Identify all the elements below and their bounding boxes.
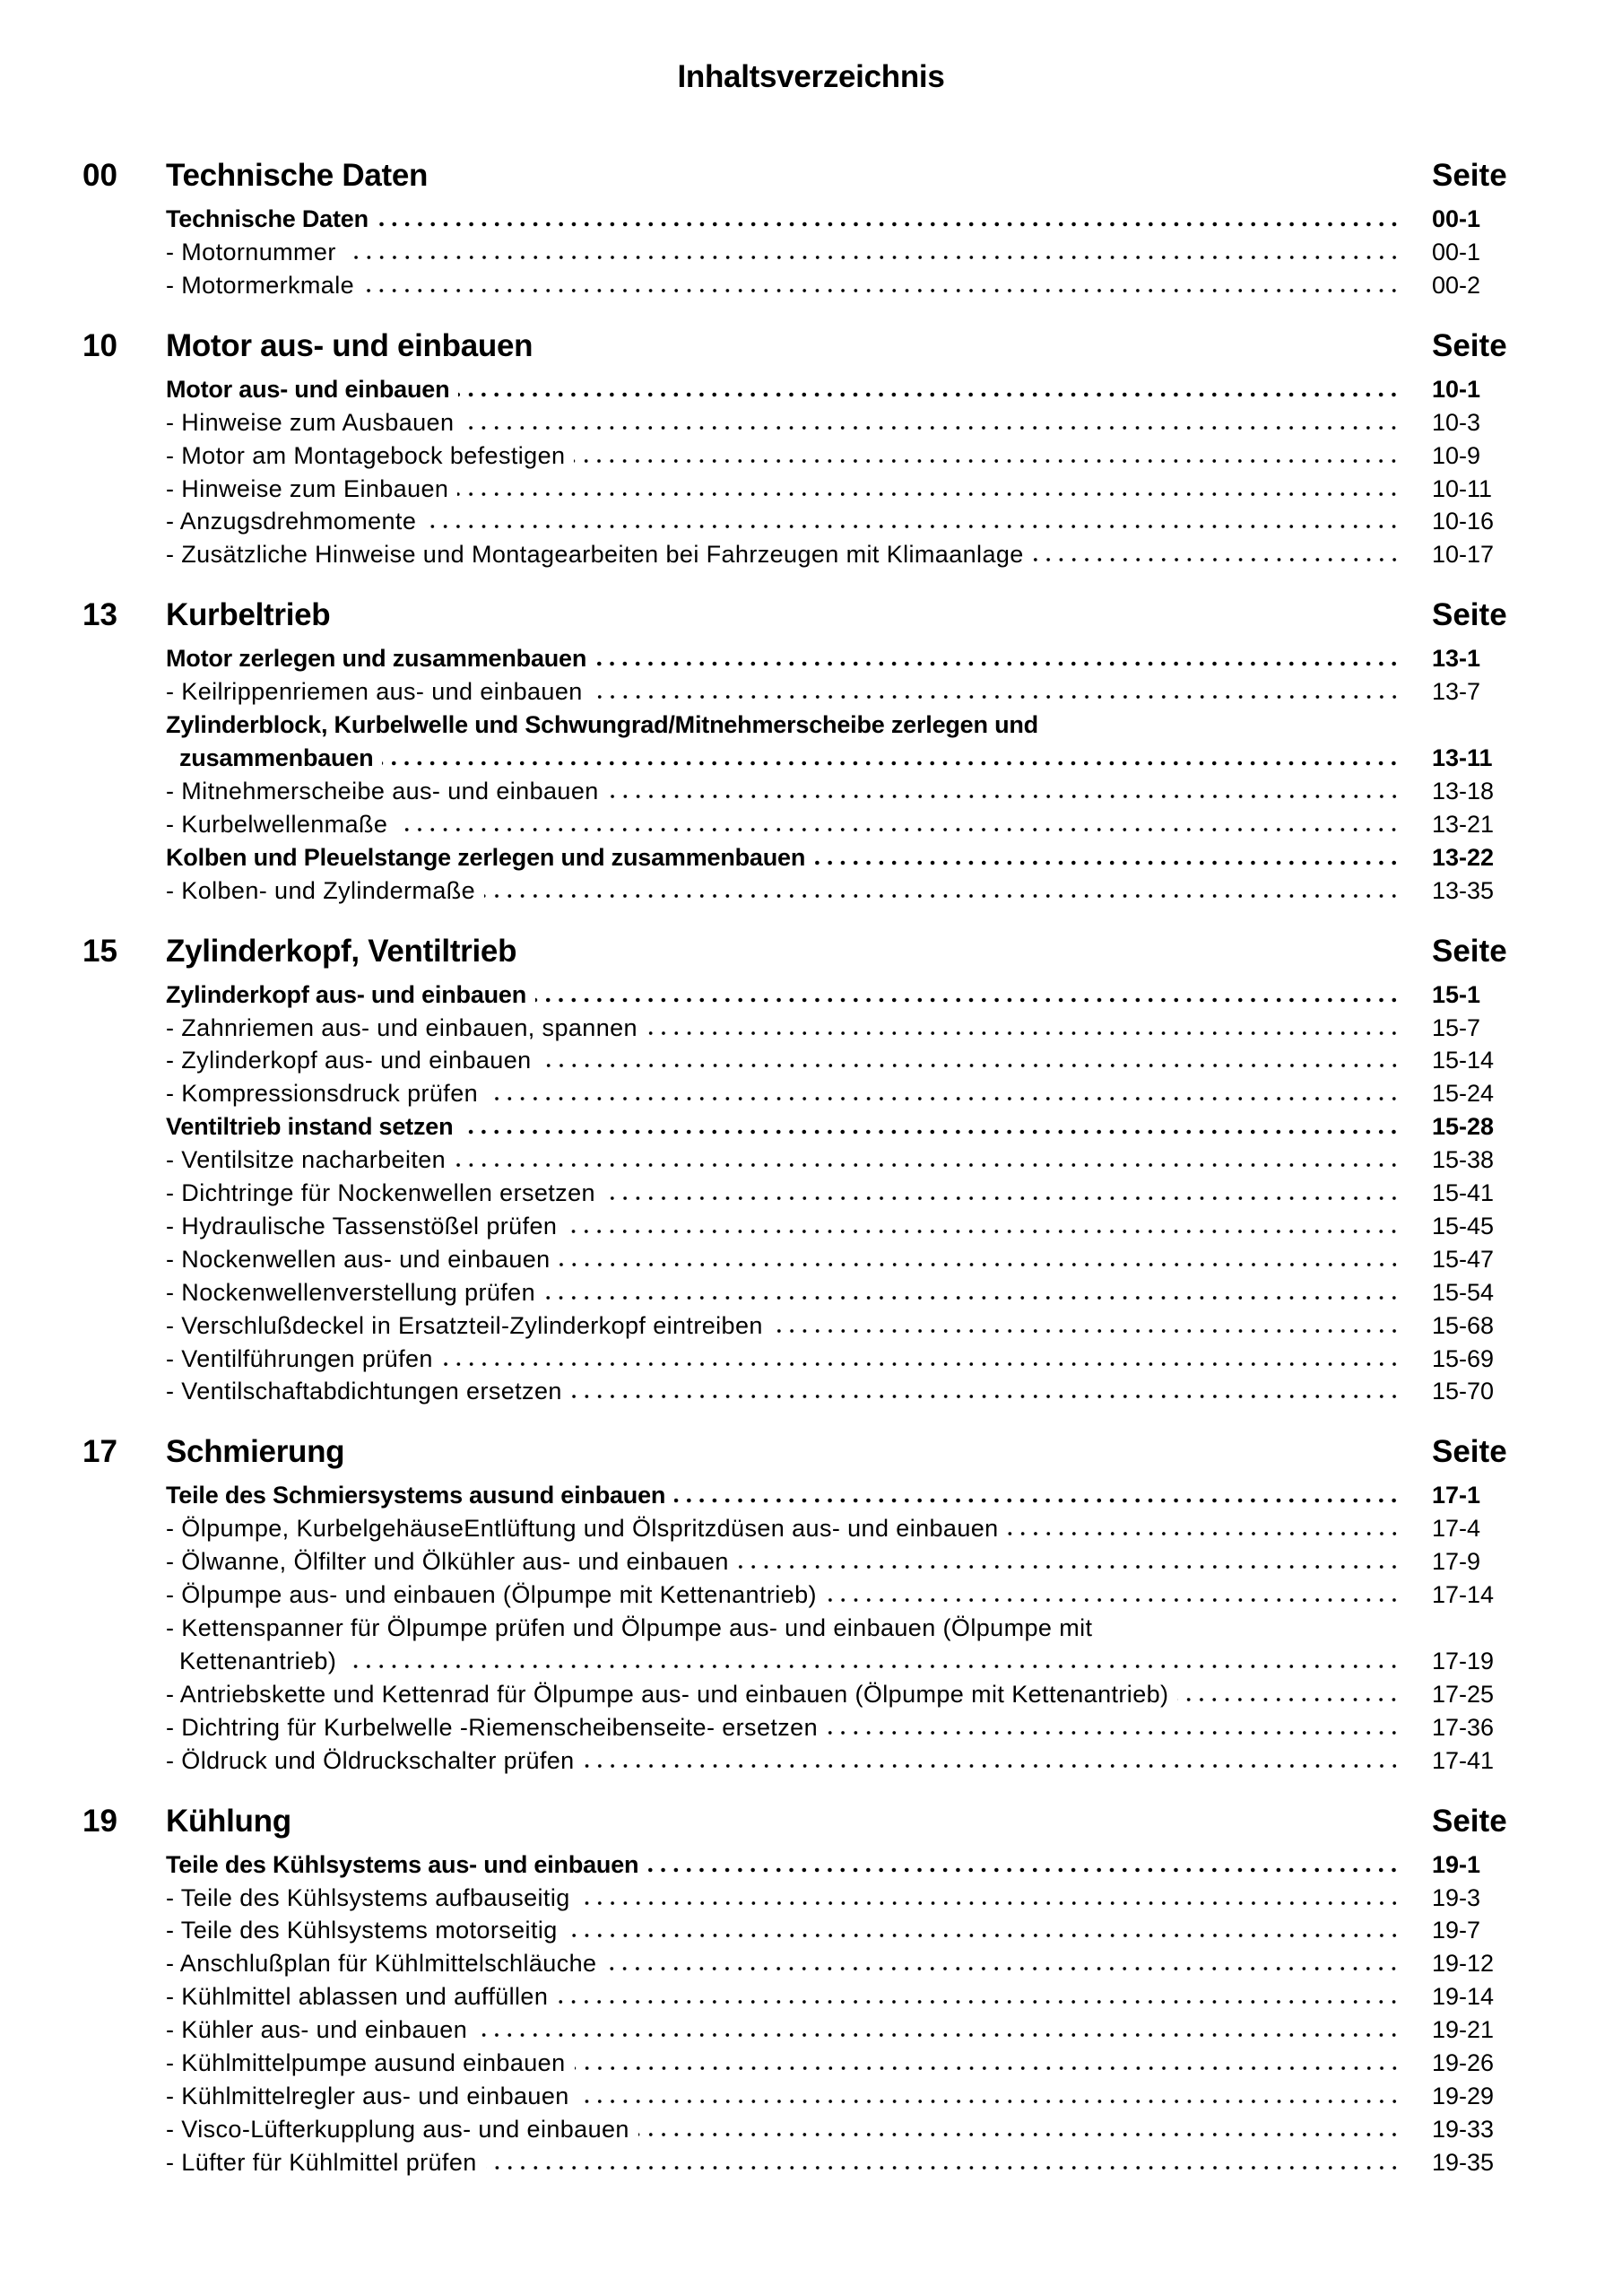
- toc-entry-text[interactable]: - Visco-Lüfterkupplung aus- und einbauen: [166, 2115, 629, 2143]
- toc-entry[interactable]: [166, 1915, 1538, 1945]
- section-number: 19: [82, 1803, 117, 1839]
- toc-entry-text[interactable]: - Anzugsdrehmomente: [166, 508, 417, 535]
- toc-entry-page[interactable]: 17-41: [1432, 1746, 1495, 1774]
- dot-leader: [772, 1328, 1401, 1334]
- section-title[interactable]: Zylinderkopf, Ventiltrieb: [166, 933, 517, 969]
- dot-leader: [608, 794, 1401, 799]
- toc-entry-text[interactable]: - Ventilschaftabdichtungen ersetzen: [166, 1378, 562, 1405]
- toc-entry-text[interactable]: - Ölwanne, Ölfilter und Ölkühler aus- und einbauen: [166, 1548, 729, 1576]
- section-number: 15: [82, 933, 117, 969]
- toc-entry-page[interactable]: 17-36: [1432, 1713, 1495, 1741]
- toc-entry[interactable]: [166, 1078, 1538, 1109]
- toc-entry[interactable]: [166, 1883, 1538, 1913]
- toc-entry[interactable]: [166, 1045, 1538, 1075]
- dot-leader: [559, 1262, 1401, 1267]
- toc-entry[interactable]: [166, 1013, 1538, 1043]
- toc-entry-page[interactable]: 13-35: [1432, 876, 1495, 904]
- toc-entry[interactable]: [166, 1376, 1538, 1406]
- toc-entry-text[interactable]: - Hydraulische Tassenstößel prüfen: [166, 1212, 558, 1239]
- toc-entry-page[interactable]: 19-21: [1432, 2016, 1495, 2044]
- section-title[interactable]: Schmierung: [166, 1434, 345, 1470]
- section-number: 13: [82, 597, 117, 633]
- toc-entry-page[interactable]: 13-18: [1432, 777, 1495, 804]
- toc-entry-text[interactable]: Kolben und Pleuelstange zerlegen und zusammenbauen: [166, 843, 806, 871]
- page-column-label: Seite: [1432, 158, 1507, 193]
- toc-entry-text-continued[interactable]: Kettenantrieb): [179, 1647, 337, 1674]
- toc-entry-text[interactable]: Motor zerlegen und zusammenbauen: [166, 645, 587, 673]
- dot-leader: [567, 1933, 1401, 1938]
- toc-entry-page[interactable]: 19-14: [1432, 1983, 1495, 2011]
- toc-entry-page[interactable]: 17-19: [1432, 1647, 1495, 1674]
- toc-entry-page[interactable]: 15-54: [1432, 1278, 1495, 1306]
- toc-entry-text[interactable]: Technische Daten: [166, 205, 369, 232]
- toc-entry[interactable]: [166, 776, 1538, 806]
- toc-entry-page[interactable]: 15-69: [1432, 1344, 1495, 1372]
- toc-entry-text[interactable]: - Zusätzliche Hinweise und Montagearbeiten bei Fahrzeugen mit Klimaanlage: [166, 541, 1024, 569]
- toc-entry-page[interactable]: 17-14: [1432, 1581, 1495, 1609]
- toc-entry-page[interactable]: 19-29: [1432, 2082, 1495, 2109]
- section-number: 10: [82, 327, 117, 363]
- toc-entry-page[interactable]: 19-33: [1432, 2115, 1495, 2143]
- toc-entry-text[interactable]: Zylinderblock, Kurbelwelle und Schwungrad/Mitnehmerscheibe zerlegen und: [166, 711, 1038, 739]
- toc-entry-text[interactable]: - Motornummer: [166, 238, 336, 265]
- toc-entry-page[interactable]: 10-11: [1432, 474, 1493, 502]
- toc-entry[interactable]: [166, 1646, 1538, 1676]
- toc-entry-text[interactable]: - Ventilführungen prüfen: [166, 1344, 433, 1372]
- dot-leader: [345, 255, 1401, 260]
- toc-entry-text[interactable]: - Kühler aus- und einbauen: [166, 2016, 468, 2044]
- toc-entry[interactable]: [166, 440, 1538, 471]
- dot-leader: [826, 1597, 1401, 1603]
- toc-entry[interactable]: [166, 643, 1538, 674]
- toc-entry[interactable]: [166, 407, 1538, 438]
- toc-entry[interactable]: [166, 374, 1538, 404]
- dot-leader: [814, 860, 1401, 865]
- toc-entry[interactable]: [166, 2081, 1538, 2111]
- toc-entry[interactable]: [166, 809, 1538, 839]
- dot-leader: [1033, 557, 1401, 562]
- toc-entry-text[interactable]: - Antriebskette und Kettenrad für Ölpumpe aus- und einbauen (Ölpumpe mit Kettenantrieb): [166, 1680, 1169, 1708]
- toc-entry-page[interactable]: 13-22: [1432, 843, 1495, 871]
- toc-entry[interactable]: [166, 1480, 1538, 1510]
- toc-entry-page[interactable]: 19-7: [1432, 1917, 1481, 1944]
- toc-entry[interactable]: [166, 1111, 1538, 1142]
- dot-leader: [575, 2066, 1401, 2071]
- toc-entry-text[interactable]: - Verschlußdeckel in Ersatzteil-Zylinderkopf eintreiben: [166, 1311, 763, 1339]
- toc-entry-text[interactable]: - Kompressionsdruck prüfen: [166, 1080, 479, 1108]
- toc-entry[interactable]: [166, 2048, 1538, 2078]
- toc-entry-text[interactable]: - Motor am Montagebock befestigen: [166, 441, 566, 469]
- toc-entry-text[interactable]: - Ölpumpe, KurbelgehäuseEntlüftung und Ölspritzdüsen aus- und einbauen: [166, 1515, 999, 1543]
- toc-entry-page[interactable]: 19-12: [1432, 1950, 1495, 1978]
- toc-entry-text[interactable]: - Teile des Kühlsystems motorseitig: [166, 1917, 558, 1944]
- toc-entry[interactable]: [166, 1679, 1538, 1709]
- dot-leader: [486, 2165, 1401, 2170]
- dot-leader: [574, 458, 1401, 464]
- dot-leader: [592, 694, 1401, 700]
- section-title[interactable]: Technische Daten: [166, 158, 429, 193]
- toc-entry-text[interactable]: - Kettenspanner für Ölpumpe prüfen und Ölpumpe aus- und einbauen (Ölpumpe mit: [166, 1614, 1093, 1641]
- toc-entry-text[interactable]: - Motormerkmale: [166, 271, 355, 299]
- toc-entry-text[interactable]: - Dichtring für Kurbelwelle -Riemenscheibenseite- ersetzen: [166, 1713, 819, 1741]
- toc-entry-page[interactable]: 15-7: [1432, 1013, 1481, 1041]
- section-title[interactable]: Kurbeltrieb: [166, 597, 331, 633]
- toc-entry-page[interactable]: 15-14: [1432, 1047, 1495, 1074]
- toc-entry-page[interactable]: 15-24: [1432, 1080, 1495, 1108]
- page-column-label: Seite: [1432, 933, 1507, 969]
- toc-entry[interactable]: [166, 1277, 1538, 1308]
- section-number: 17: [82, 1434, 117, 1470]
- toc-entry[interactable]: [166, 1546, 1538, 1577]
- dot-leader: [595, 661, 1401, 666]
- toc-entry-page[interactable]: 13-1: [1432, 645, 1481, 673]
- page-column-label: Seite: [1432, 597, 1507, 633]
- toc-entry-page[interactable]: 19-35: [1432, 2148, 1495, 2176]
- toc-entry-page[interactable]: 17-4: [1432, 1515, 1481, 1543]
- dot-leader: [455, 1162, 1401, 1168]
- dot-leader: [544, 1295, 1401, 1300]
- toc-entry[interactable]: [166, 474, 1538, 504]
- toc-entry-text-continued[interactable]: zusammenbauen: [179, 744, 374, 771]
- toc-entry-page[interactable]: 17-1: [1432, 1482, 1481, 1509]
- dot-leader: [425, 524, 1401, 529]
- toc-entry[interactable]: [166, 539, 1538, 570]
- toc-entry-page[interactable]: 10-1: [1432, 375, 1481, 403]
- dot-leader: [604, 1196, 1401, 1201]
- toc-entry[interactable]: [166, 875, 1538, 906]
- toc-entry[interactable]: [166, 204, 1538, 234]
- toc-entry-page[interactable]: 15-38: [1432, 1146, 1495, 1174]
- toc-entry[interactable]: [166, 2114, 1538, 2144]
- toc-entry[interactable]: [166, 676, 1538, 707]
- toc-entry-text[interactable]: - Dichtringe für Nockenwellen ersetzen: [166, 1179, 595, 1206]
- toc-entry-page[interactable]: 13-11: [1432, 744, 1493, 771]
- toc-entry[interactable]: [166, 1144, 1538, 1175]
- toc-entry-text[interactable]: - Nockenwellenverstellung prüfen: [166, 1278, 536, 1306]
- dot-leader: [579, 1900, 1401, 1906]
- dot-leader: [566, 1229, 1401, 1234]
- dot-leader: [462, 1129, 1401, 1135]
- toc-entry-text[interactable]: - Kühlmittelpumpe ausund einbauen: [166, 2049, 566, 2076]
- toc-entry[interactable]: [166, 1244, 1538, 1274]
- toc-entry-text[interactable]: - Kühlmittel ablassen und auffüllen: [166, 1983, 549, 2011]
- toc-entry[interactable]: [166, 743, 1538, 773]
- dot-leader: [638, 2132, 1401, 2137]
- toc-entry-page[interactable]: 10-9: [1432, 441, 1481, 469]
- dot-leader: [382, 761, 1401, 766]
- dot-leader: [487, 1096, 1401, 1101]
- page-column-label: Seite: [1432, 1803, 1507, 1839]
- toc-entry-text[interactable]: - Ölpumpe aus- und einbauen (Ölpumpe mit Kettenantrieb): [166, 1581, 817, 1609]
- dot-leader: [1008, 1531, 1401, 1536]
- toc-entry[interactable]: [166, 1579, 1538, 1610]
- toc-entry-page[interactable]: 15-45: [1432, 1212, 1495, 1239]
- toc-entry-line[interactable]: [166, 1613, 1538, 1643]
- toc-entry-page[interactable]: 19-3: [1432, 1883, 1481, 1911]
- toc-entry-page[interactable]: 17-25: [1432, 1680, 1495, 1708]
- toc-entry[interactable]: [166, 1849, 1538, 1880]
- toc-entry-text[interactable]: - Teile des Kühlsystems aufbauseitig: [166, 1883, 570, 1911]
- toc-entry-text[interactable]: Zylinderkopf aus- und einbauen: [166, 980, 527, 1008]
- toc-entry-page[interactable]: 10-17: [1432, 541, 1495, 569]
- toc-entry-page[interactable]: 15-41: [1432, 1179, 1495, 1206]
- dot-leader: [571, 1394, 1401, 1399]
- toc-entry-text[interactable]: Motor aus- und einbauen: [166, 375, 450, 403]
- toc-entry[interactable]: [166, 1211, 1538, 1241]
- toc-entry-text[interactable]: - Lüfter für Kühlmittel prüfen: [166, 2148, 477, 2176]
- dot-leader: [442, 1361, 1401, 1367]
- toc-entry-line[interactable]: [166, 709, 1538, 740]
- toc-entry-page[interactable]: 15-47: [1432, 1245, 1495, 1273]
- toc-entry-text[interactable]: - Mitnehmerscheibe aus- und einbauen: [166, 777, 599, 804]
- dot-leader: [457, 491, 1401, 497]
- toc-entry-text[interactable]: - Zylinderkopf aus- und einbauen: [166, 1047, 532, 1074]
- dot-leader: [345, 1664, 1401, 1669]
- dot-leader: [541, 1063, 1401, 1068]
- toc-entry-text[interactable]: - Keilrippenriemen aus- und einbauen: [166, 678, 583, 706]
- toc-entry[interactable]: [166, 1344, 1538, 1374]
- toc-entry-text[interactable]: - Nockenwellen aus- und einbauen: [166, 1245, 551, 1273]
- toc-entry-page[interactable]: 00-1: [1432, 238, 1481, 265]
- toc-entry[interactable]: [166, 1745, 1538, 1776]
- dot-leader: [578, 2099, 1401, 2104]
- toc-entry-page[interactable]: 13-7: [1432, 678, 1481, 706]
- toc-entry-page[interactable]: 00-1: [1432, 205, 1481, 232]
- toc-entry-page[interactable]: 19-26: [1432, 2049, 1495, 2076]
- toc-entry-text[interactable]: - Ventilsitze nacharbeiten: [166, 1146, 447, 1174]
- toc-entry-text[interactable]: - Anschlußplan für Kühlmittelschläuche: [166, 1950, 597, 1978]
- dot-leader: [674, 1498, 1401, 1503]
- toc-entry-page[interactable]: 00-2: [1432, 271, 1481, 299]
- dot-leader: [557, 1999, 1401, 2005]
- page-column-label: Seite: [1432, 327, 1507, 363]
- toc-entry-page[interactable]: 19-1: [1432, 1850, 1481, 1878]
- toc-entry-page[interactable]: 17-9: [1432, 1548, 1481, 1576]
- document-title: Inhaltsverzeichnis: [677, 59, 945, 94]
- toc-entry-text[interactable]: Teile des Schmiersystems ausund einbauen: [166, 1482, 666, 1509]
- dot-leader: [463, 425, 1401, 430]
- toc-entry-page[interactable]: 15-68: [1432, 1311, 1495, 1339]
- dot-leader: [458, 392, 1401, 397]
- dot-leader: [535, 997, 1401, 1003]
- toc-entry-text[interactable]: - Kolben- und Zylindermaße: [166, 876, 476, 904]
- section-number: 00: [82, 158, 117, 193]
- toc-entry[interactable]: [166, 237, 1538, 267]
- toc-entry-text[interactable]: - Hinweise zum Ausbauen: [166, 408, 455, 436]
- toc-entry-text[interactable]: - Kurbelwellenmaße: [166, 810, 388, 838]
- dot-leader: [484, 893, 1401, 899]
- toc-entry[interactable]: [166, 1178, 1538, 1208]
- toc-entry[interactable]: [166, 1513, 1538, 1544]
- toc-entry[interactable]: [166, 1712, 1538, 1743]
- toc-entry-page[interactable]: 10-16: [1432, 508, 1495, 535]
- dot-leader: [605, 1966, 1401, 1971]
- dot-leader: [377, 222, 1401, 227]
- toc-entry[interactable]: [166, 2014, 1538, 2045]
- toc-entry[interactable]: [166, 842, 1538, 873]
- dot-leader: [1177, 1697, 1401, 1702]
- toc-entry-text[interactable]: - Kühlmittelregler aus- und einbauen: [166, 2082, 569, 2109]
- toc-entry[interactable]: [166, 2147, 1538, 2178]
- toc-entry-text[interactable]: Ventiltrieb instand setzen: [166, 1113, 454, 1141]
- toc-entry-text[interactable]: Teile des Kühlsystems aus- und einbauen: [166, 1850, 639, 1878]
- dot-leader: [476, 2032, 1401, 2038]
- toc-entry-page[interactable]: 15-70: [1432, 1378, 1495, 1405]
- toc-entry-text[interactable]: - Hinweise zum Einbauen: [166, 474, 449, 502]
- toc-entry[interactable]: [166, 270, 1538, 300]
- section-title[interactable]: Kühlung: [166, 1803, 291, 1839]
- dot-leader: [584, 1763, 1401, 1769]
- dot-leader: [646, 1031, 1401, 1036]
- toc-entry-page[interactable]: 13-21: [1432, 810, 1495, 838]
- toc-entry-text[interactable]: - Zahnriemen aus- und einbauen, spannen: [166, 1013, 638, 1041]
- dot-leader: [738, 1564, 1401, 1570]
- dot-leader: [647, 1867, 1401, 1873]
- dot-leader: [827, 1730, 1401, 1735]
- toc-entry[interactable]: [166, 1981, 1538, 2012]
- toc-entry-page[interactable]: 15-1: [1432, 980, 1481, 1008]
- toc-entry[interactable]: [166, 979, 1538, 1010]
- section-title[interactable]: Motor aus- und einbauen: [166, 327, 533, 363]
- toc-entry-text[interactable]: - Öldruck und Öldruckschalter prüfen: [166, 1746, 575, 1774]
- dot-leader: [396, 827, 1401, 832]
- toc-entry-page[interactable]: 15-28: [1432, 1113, 1495, 1141]
- dot-leader: [363, 288, 1401, 293]
- page-column-label: Seite: [1432, 1434, 1507, 1470]
- toc-entry-page[interactable]: 10-3: [1432, 408, 1481, 436]
- toc-entry[interactable]: [166, 506, 1538, 536]
- toc-entry[interactable]: [166, 1310, 1538, 1341]
- toc-entry[interactable]: [166, 1948, 1538, 1979]
